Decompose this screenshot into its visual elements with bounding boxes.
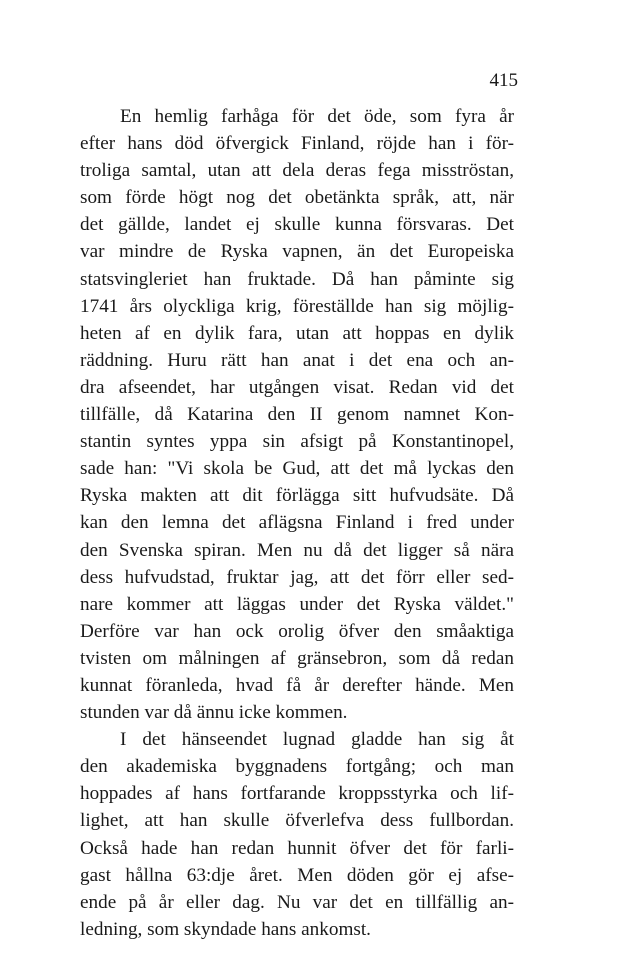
text-line: heten af en dylik fara, utan att hoppas en dylik: [80, 322, 514, 344]
text-line: troliga samtal, utan att dela deras fega misströstan,: [80, 160, 514, 182]
text-line: var mindre de Ryska vapnen, än det Europeiska: [80, 241, 514, 263]
text-line: kan den lemna det aflägsna Finland i fred under: [80, 512, 514, 534]
text-line: den Svenska spiran. Men nu då det ligger så nära: [80, 539, 514, 561]
text-line: lighet, att han skulle öfverlefva dess fullbordan.: [80, 810, 514, 832]
text-line: som förde högt nog det obetänkta språk, att, när: [80, 187, 514, 209]
text-line: dess hufvudstad, fruktar jag, att det förr eller sed-: [80, 566, 514, 588]
paragraph-2: [80, 726, 514, 943]
text-line: statsvingleriet han fruktade. Då han påminte sig: [80, 268, 514, 290]
text-line: tillfälle, då Katarina den II genom namnet Kon-: [80, 404, 514, 426]
text-line: hoppades af hans fortfarande kroppsstyrka och lif-: [80, 783, 514, 805]
text-line: Också hade han redan hunnit öfver det för farli-: [80, 837, 514, 859]
text-line: kunnat föranleda, hvad få år derefter hände. Men: [80, 674, 514, 696]
text-line: nare kommer att läggas under det Ryska väldet.": [80, 593, 514, 615]
text-line: tvisten om målningen af gränsebron, som då redan: [80, 647, 514, 669]
page-number: 415: [489, 70, 518, 91]
text-line: sade han: "Vi skola be Gud, att det må lyckas den: [80, 458, 514, 480]
text-line: räddning. Huru rätt han anat i det ena och an-: [80, 349, 514, 371]
text-line: dra afseendet, har utgången visat. Redan vid det: [80, 376, 514, 398]
text-line: stunden var då ännu icke kommen.: [80, 702, 348, 724]
paragraph-1: [80, 103, 514, 726]
text-line: ledning, som skyndade hans ankomst.: [80, 918, 371, 940]
body-text: [80, 103, 514, 943]
text-line: det gällde, landet ej skulle kunna försvaras. Det: [80, 214, 514, 236]
text-line: gast hållna 63:dje året. Men döden gör ej afse-: [80, 864, 514, 886]
text-line: Ryska makten att dit förlägga sitt hufvudsäte. Då: [80, 485, 514, 507]
text-line: I det hänseendet lugnad gladde han sig åt: [120, 729, 514, 751]
text-line: efter hans död öfvergick Finland, röjde han i för-: [80, 133, 514, 155]
text-line: den akademiska byggnadens fortgång; och man: [80, 756, 514, 778]
text-line: 1741 års olyckliga krig, föreställde han sig möjlig-: [80, 295, 514, 317]
text-line: ende på år eller dag. Nu var det en tillfällig an-: [80, 891, 514, 913]
text-line: En hemlig farhåga för det öde, som fyra år: [120, 106, 514, 127]
text-line: Derföre var han ock orolig öfver den småaktiga: [80, 620, 514, 642]
text-line: stantin syntes yppa sin afsigt på Konstantinopel,: [80, 431, 514, 453]
